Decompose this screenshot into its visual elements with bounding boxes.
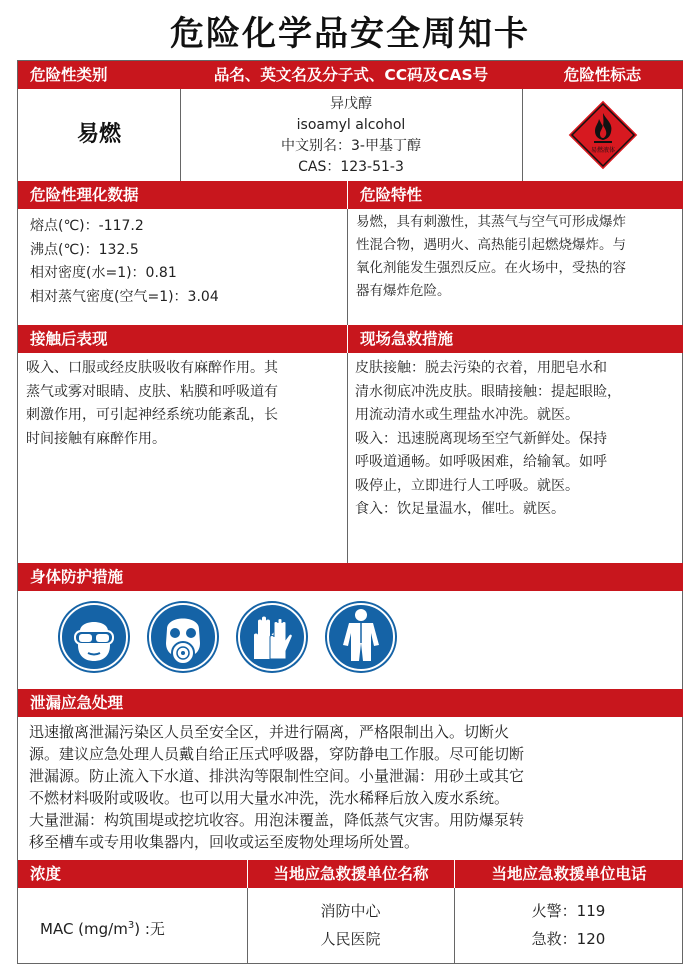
first-aid-line: 吸停止，立即进行人工呼吸。就医。 xyxy=(355,477,579,494)
first-aid-line: 用流动清水或生理盐水冲洗。就医。 xyxy=(355,407,579,423)
protection-icons xyxy=(18,591,683,689)
mac-unit-exponent: 3 xyxy=(127,920,135,931)
protective-suit-icon xyxy=(325,601,397,673)
first-aid-line: 食入：饮足量温水，催吐。就医。 xyxy=(355,501,565,517)
exposure-line: 时间接触有麻醉作用。 xyxy=(26,430,166,447)
header-concentration: 浓度 xyxy=(18,860,247,888)
leak-line: 不燃材料吸附或吸收。也可以用大量水冲洗，洗水稀释后放入废水系统。 xyxy=(29,789,510,807)
first-aid-line: 吸入：迅速脱离现场至空气新鲜处。保持 xyxy=(355,430,607,447)
first-aid-line: 清水彻底冲洗皮肤。眼睛接触：提起眼睑， xyxy=(355,383,621,400)
mac-value: ) :无 xyxy=(134,920,165,938)
leak-line: 大量泄漏：构筑围堤或挖坑收容。用泡沫覆盖，降低蒸气灾害。用防爆泵转 xyxy=(29,811,525,829)
physchem-data xyxy=(18,209,347,325)
hazard-props-line: 氧化剂能发生强烈反应。在火场中，受热的容 xyxy=(356,260,626,276)
phone-emergency: 急救：120 xyxy=(531,930,606,948)
hazard-props-line: 器有爆炸危险。 xyxy=(356,283,451,299)
product-info xyxy=(180,89,522,181)
header-local-unit: 当地应急救援单位名称 xyxy=(247,860,454,888)
goggles-icon xyxy=(58,601,130,673)
leak-text xyxy=(18,717,683,859)
physchem-line: 沸点(℃)：132.5 xyxy=(30,241,139,258)
leak-line: 迅速撤离泄漏污染区人员至安全区，并进行隔离，严格限制出入。切断火 xyxy=(29,723,510,741)
leak-line: 移至槽车或专用收集器内，回收或运至废物处理场所处置。 xyxy=(29,833,420,851)
hazard-props-line: 性混合物，遇明火、高热能引起燃烧爆炸。与 xyxy=(356,237,626,253)
exposure-text xyxy=(18,353,347,563)
exposure-line: 刺激作用，可引起神经系统功能紊乱，长 xyxy=(26,407,278,423)
header-exposure: 接触后表现 xyxy=(18,325,347,353)
product-cas: CAS：123-51-3 xyxy=(298,159,404,175)
leak-line: 泄漏源。防止流入下水道、排洪沟等限制性空间。小量泄漏：用砂土或其它 xyxy=(29,767,525,785)
concentration-value xyxy=(18,888,247,964)
flammable-diamond-icon xyxy=(567,99,639,171)
physchem-line: 相对密度(水=1)：0.81 xyxy=(30,265,177,281)
physchem-line: 相对蒸气密度(空气=1)：3.04 xyxy=(30,288,219,305)
header-local-phone: 当地应急救援单位电话 xyxy=(454,860,683,888)
exposure-line: 吸入、口服或经皮肤吸收有麻醉作用。其 xyxy=(26,360,278,376)
product-name-cn: 异戊醇 xyxy=(330,96,372,112)
card-title: 危险化学品安全周知卡 xyxy=(170,14,530,54)
leak-line: 源。建议应急处理人员戴自给正压式呼吸器，穿防静电工作服。尽可能切断 xyxy=(29,745,525,763)
product-alias: 中文别名：3-甲基丁醇 xyxy=(281,138,421,154)
gloves-icon xyxy=(236,601,308,673)
hazard-sign-text: 易燃液体 xyxy=(590,147,616,154)
header-product-info: 品名、英文名及分子式、CC码及CAS号 xyxy=(180,61,522,89)
hazard-props-text xyxy=(347,209,683,325)
phone-fire: 火警：119 xyxy=(531,902,606,920)
header-hazard-class: 危险性类别 xyxy=(18,61,180,89)
header-leak: 泄漏应急处理 xyxy=(18,689,683,717)
gas-mask-icon xyxy=(147,601,219,673)
hazard-class-value: 易燃 xyxy=(76,122,121,147)
local-units xyxy=(247,888,454,964)
header-physchem: 危险性理化数据 xyxy=(18,181,347,209)
physchem-line: 熔点(℃)：-117.2 xyxy=(30,218,144,234)
header-protection: 身体防护措施 xyxy=(18,563,683,591)
hazard-sign-cell xyxy=(522,89,683,181)
exposure-line: 蒸气或雾对眼睛、皮肤、粘膜和呼吸道有 xyxy=(26,383,278,400)
header-first-aid: 现场急救措施 xyxy=(347,325,683,353)
local-unit-hospital: 人民医院 xyxy=(320,930,381,948)
first-aid-text xyxy=(347,353,683,563)
header-hazard-sign: 危险性标志 xyxy=(522,61,683,89)
local-unit-fire: 消防中心 xyxy=(320,902,381,920)
first-aid-line: 呼吸道通畅。如呼吸困难，给输氧。如呼 xyxy=(355,454,607,470)
first-aid-line: 皮肤接触：脱去污染的衣着，用肥皂水和 xyxy=(355,360,607,376)
header-hazard-props: 危险特性 xyxy=(347,181,683,209)
product-name-en: isoamyl alcohol xyxy=(296,117,406,133)
local-phones xyxy=(454,888,683,964)
safety-card xyxy=(17,60,683,964)
mac-label: MAC (mg/m xyxy=(40,920,128,938)
hazard-props-line: 易燃，具有刺激性，其蒸气与空气可形成爆炸 xyxy=(356,214,626,230)
